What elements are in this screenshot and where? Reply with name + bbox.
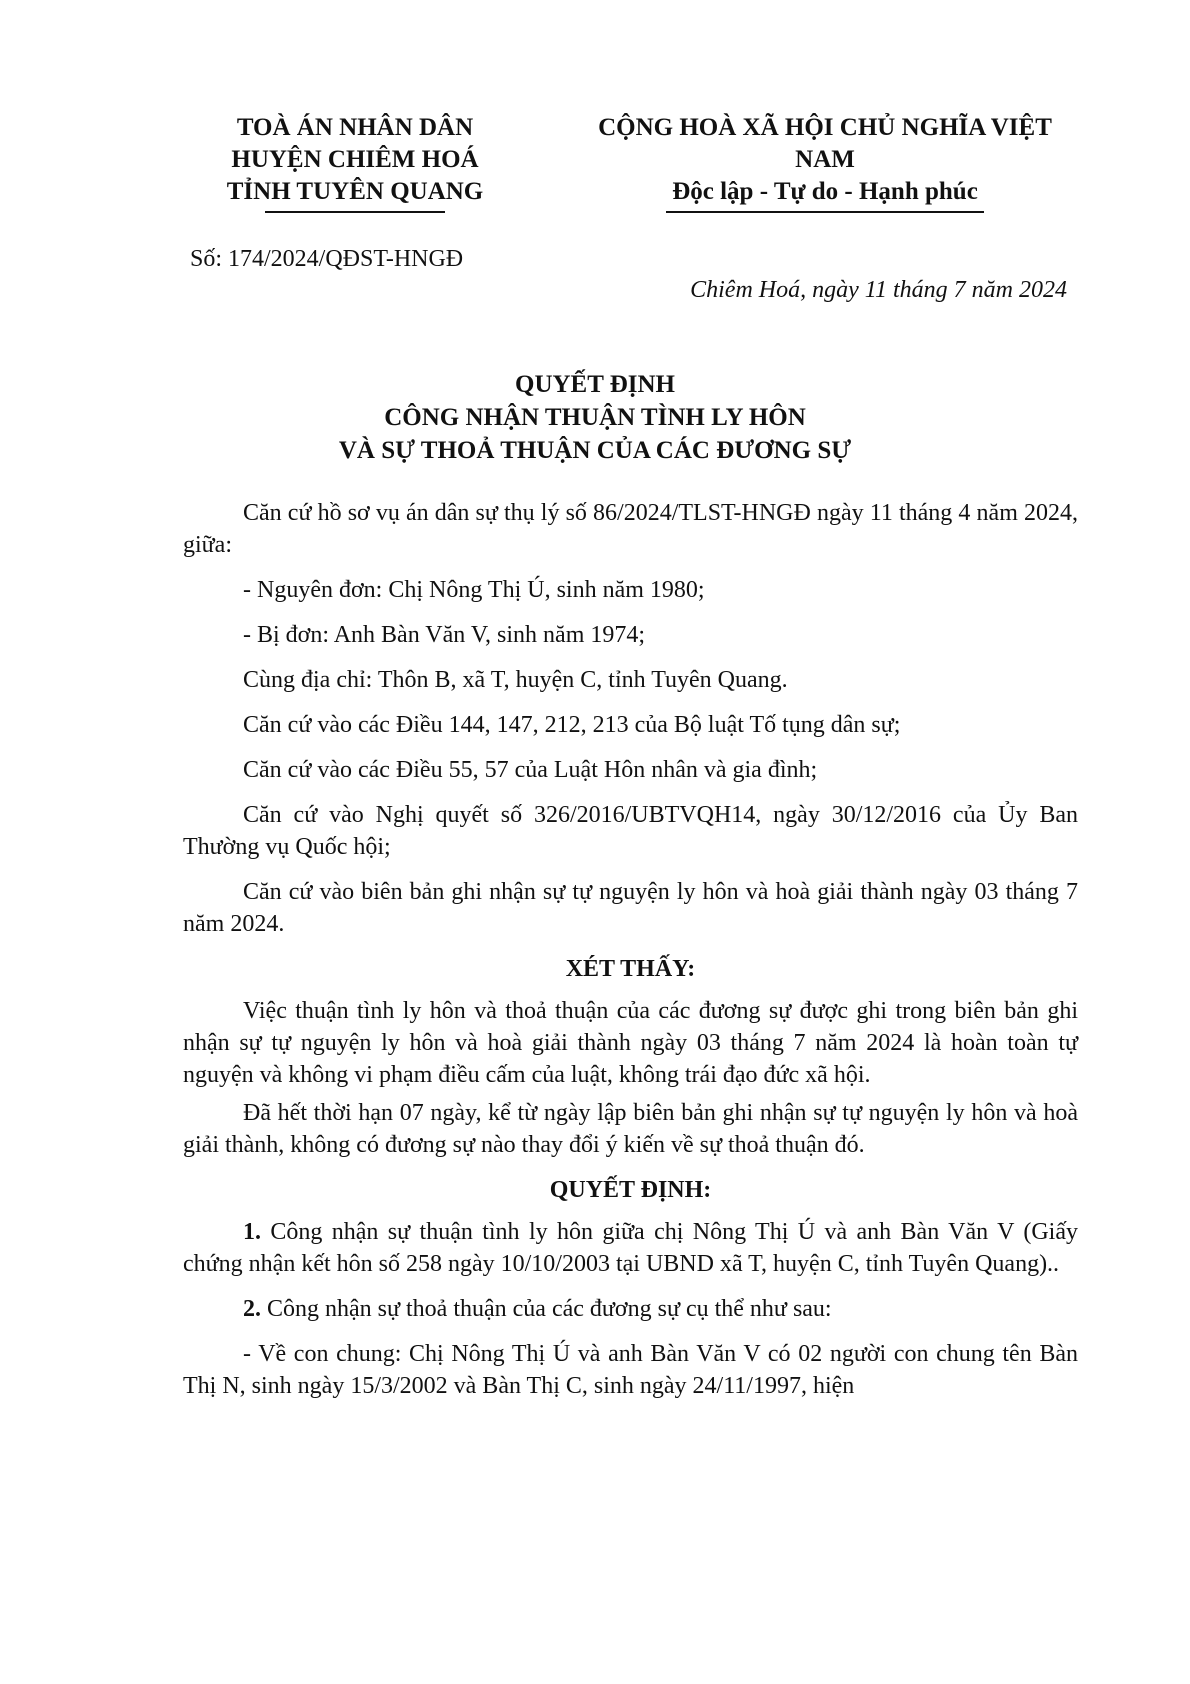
defendant-line: - Bị đơn: Anh Bàn Văn V, sinh năm 1974; bbox=[243, 622, 646, 648]
national-name-line1: CỘNG HOÀ XÃ HỘI CHỦ NGHĨA VIỆT bbox=[598, 114, 1052, 141]
court-province: TỈNH TUYÊN QUANG bbox=[226, 178, 484, 205]
place-date: Chiêm Hoá, ngày 11 tháng 7 năm 2024 bbox=[690, 277, 1067, 303]
national-header bbox=[565, 112, 1085, 213]
basis-record: Căn cứ vào biên bản ghi nhận sự tự nguyện ly hôn và hoà giải thành ngày 03 tháng 7 năm 2024. bbox=[183, 879, 1078, 937]
decision-heading: QUYẾT ĐỊNH: bbox=[549, 1177, 712, 1203]
title-line3: VÀ SỰ THOẢ THUẬN CỦA CÁC ĐƯƠNG SỰ bbox=[338, 437, 852, 464]
findings-paragraph: Đã hết thời hạn 07 ngày, kể từ ngày lập biên bản ghi nhận sự tự nguyện ly hôn và hoà giải thành, không có đương sự nào thay đổi ý kiến về sự thoả thuận đó. bbox=[183, 1100, 1078, 1158]
basis-civil-procedure: Căn cứ vào các Điều 144, 147, 212, 213 của Bộ luật Tố tụng dân sự; bbox=[243, 712, 901, 738]
findings-heading: XÉT THẤY: bbox=[565, 956, 696, 982]
basis-paragraph: Căn cứ hồ sơ vụ án dân sự thụ lý số 86/2024/TLST-HNGĐ ngày 11 tháng 4 năm 2024, giữa: bbox=[183, 500, 1078, 558]
national-name-line2: NAM bbox=[795, 146, 855, 173]
findings-paragraph: Việc thuận tình ly hôn và thoả thuận của các đương sự được ghi trong biên bản ghi nhận sự tự nguyện ly hôn và hoà giải thành ngày 03 tháng 7 năm 2024 là hoàn toàn tự nguyện và không vi phạm điều cấm của luật, không trái đạo đức xã hội. bbox=[183, 998, 1078, 1088]
basis-resolution: Căn cứ vào Nghị quyết số 326/2016/UBTVQH14, ngày 30/12/2016 của Ủy Ban Thường vụ Quốc hội; bbox=[183, 802, 1078, 860]
document-number: Số: 174/2024/QĐST-HNGĐ bbox=[190, 246, 464, 272]
court-name: TOÀ ÁN NHÂN DÂN bbox=[236, 114, 474, 141]
plaintiff-line: - Nguyên đơn: Chị Nông Thị Ú, sinh năm 1980; bbox=[243, 577, 705, 603]
document-title bbox=[0, 368, 1190, 467]
item-number: 1. bbox=[243, 1219, 261, 1245]
court-district: HUYỆN CHIÊM HOÁ bbox=[231, 146, 479, 173]
item-number: 2. bbox=[243, 1296, 261, 1322]
header-left-underline bbox=[265, 211, 445, 213]
court-header bbox=[175, 112, 535, 213]
children-paragraph: - Về con chung: Chị Nông Thị Ú và anh Bàn Văn V có 02 người con chung tên Bàn Thị N, sinh ngày 15/3/2002 và Bàn Thị C, sinh ngày 24/11/1997, hiện bbox=[183, 1341, 1078, 1399]
document-body bbox=[183, 497, 1078, 1415]
decision-item-2 bbox=[183, 1293, 1078, 1325]
national-motto: Độc lập - Tự do - Hạnh phúc bbox=[672, 178, 978, 205]
item-text: Công nhận sự thuận tình ly hôn giữa chị Nông Thị Ú và anh Bàn Văn V (Giấy chứng nhận kết hôn số 258 ngày 10/10/2003 tại UBND xã T, huyện C, tỉnh Tuyên Quang).. bbox=[183, 1219, 1078, 1277]
basis-family-law: Căn cứ vào các Điều 55, 57 của Luật Hôn nhân và gia đình; bbox=[243, 757, 818, 783]
title-line2: CÔNG NHẬN THUẬN TÌNH LY HÔN bbox=[384, 404, 806, 431]
item-text: Công nhận sự thoả thuận của các đương sự cụ thể như sau: bbox=[261, 1296, 832, 1322]
decision-item-1 bbox=[183, 1216, 1078, 1280]
motto-underline bbox=[666, 211, 984, 213]
address-line: Cùng địa chỉ: Thôn B, xã T, huyện C, tỉnh Tuyên Quang. bbox=[243, 667, 788, 693]
title-line1: QUYẾT ĐỊNH bbox=[515, 371, 675, 398]
